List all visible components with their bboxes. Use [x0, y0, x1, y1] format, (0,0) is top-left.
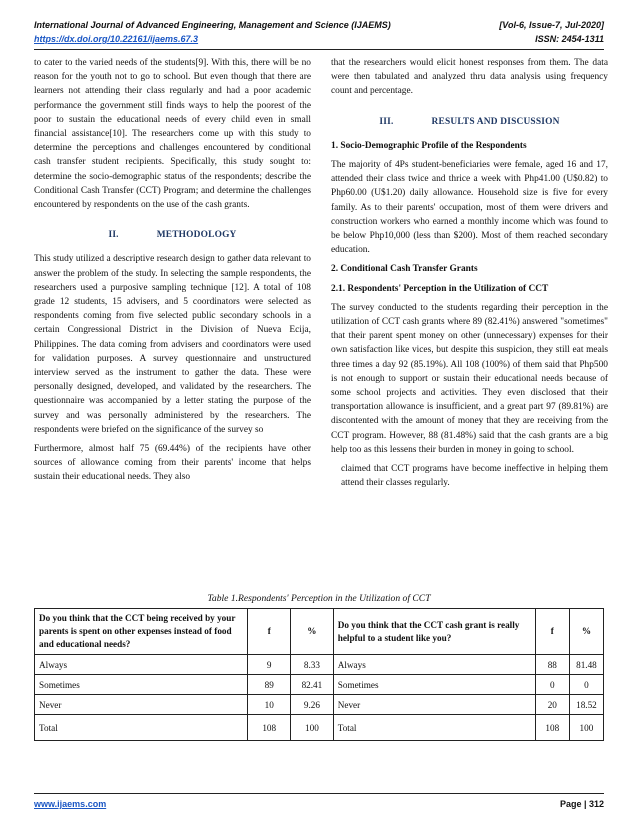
cell-label: Never [333, 695, 535, 715]
cell-label: Never [35, 695, 248, 715]
profile-paragraph: The majority of 4Ps student-beneficiaries were female, aged 16 and 17, attended their class twice and thrice a week with Php41.00 (U$0.82) to Php60.00 (U$1.20) daily allowance. Household size is five for every family. As to their parents' occupation, most of them were drivers and construction workers who earned a monthly income which was found to be below Php10,000 (less than $200). Most of them reached secondary education. [331, 160, 608, 256]
cell-frequency: 20 [535, 695, 569, 715]
allowance-paragraph: Furthermore, almost half 75 (69.44%) of the recipients have other sources of allowance coming from their parents' income that helps sustain their educational needs. They also [34, 444, 311, 483]
running-header [34, 18, 604, 46]
section-number: III. [379, 116, 394, 127]
subheading-perception: 2.1. Respondents' Perception in the Utilization of CCT [331, 283, 549, 294]
cell-label: Total [35, 715, 248, 741]
subheading-profile: 1. Socio-Demographic Profile of the Respondents [331, 140, 527, 151]
footer-divider [34, 793, 604, 794]
issn: ISSN: 2454-1311 [535, 34, 604, 44]
table-caption: Table 1.Respondents' Perception in the Utilization of CCT [207, 593, 431, 604]
cell-frequency: 10 [248, 695, 291, 715]
site-link[interactable]: www.ijaems.com [34, 799, 107, 809]
cell-percent: 8.33 [291, 655, 334, 675]
header-divider [34, 49, 604, 50]
cell-frequency: 0 [535, 675, 569, 695]
methodology-paragraph: This study utilized a descriptive research design to gather data relevant to answer the problem of the study. In selecting the sample respondents, the researchers used a purposive sampling technique [12]. A total of 108 grade 12 students, 15 advisers, and 5 coordinators were selected as respondents coming from five selected public secondary schools in a certain Congressional District in the Division of Nueva Ecija, Philippines. The data coming from advisers and coordinators were used for validation purposes. A survey questionnaire and unstructured interview served as the instrument to gather the data. These were personally designed, developed, and validated by the researchers. The questionnaire was accompanied by a letter stating the purpose of the survey and was personally administered by the researchers. The respondents were briefed on the significance of the survey so [34, 254, 311, 435]
cell-percent: 18.52 [569, 695, 603, 715]
perception-paragraph: The survey conducted to the students regarding their perception in the utilization of CCT cash grants where 89 (82.41%) answered "sometimes" that their parent spent money on other (unnecessary) expenses for their own satisfaction like vices, but despite this suspicion, they still eat meals three times a day 92 (85.19%). All 108 (100%) of them said that Php500 is not enough to support or sustain their educational needs because of some school projects and activities. They even disclosed that their transportation allowance is insufficient, and a great part 97 (89.81%) are discontented with the amount of money that they are receiving from the CCT program. However, 88 (81.48%) said that the cash grants are a big help too as this lessens their burden in money in going to school. [331, 302, 608, 455]
right-column [331, 56, 608, 495]
data-analysis-paragraph: that the researchers would elicit honest responses from them. The data were then tabulated and analyzed thru data analysis using frequency count and percentage. [331, 58, 608, 97]
question-2-header: Do you think that the CCT cash grant is really helpful to a student like you? [333, 609, 535, 655]
cell-percent: 9.26 [291, 695, 334, 715]
cell-percent: 100 [569, 715, 603, 741]
table-row [35, 655, 604, 675]
subheading-grants: 2. Conditional Cash Transfer Grants [331, 264, 478, 275]
section-title: METHODOLOGY [156, 230, 237, 241]
cell-frequency: 108 [248, 715, 291, 741]
cell-label: Always [35, 655, 248, 675]
journal-title: International Journal of Advanced Engineering, Management and Science (IJAEMS) [34, 20, 391, 30]
cell-percent: 82.41 [291, 675, 334, 695]
cell-frequency: 89 [248, 675, 291, 695]
cell-label: Sometimes [333, 675, 535, 695]
table-total-row [35, 715, 604, 741]
perception-table [34, 608, 604, 741]
question-1-header: Do you think that the CCT being received by your parents is spent on other expenses instead of food and educational needs? [35, 609, 248, 655]
page-number: Page | 312 [559, 799, 604, 809]
cell-label: Total [333, 715, 535, 741]
cell-frequency: 88 [535, 655, 569, 675]
cell-label: Always [333, 655, 535, 675]
cell-percent: 100 [291, 715, 334, 741]
cell-label: Sometimes [35, 675, 248, 695]
table-row [35, 695, 604, 715]
section-number: II. [108, 230, 119, 241]
frequency-header: f [535, 609, 569, 655]
section-heading-methodology [34, 228, 311, 242]
volume-info: [Vol-6, Issue-7, Jul-2020] [499, 20, 604, 30]
percent-header: % [569, 609, 603, 655]
ineffective-paragraph: claimed that CCT programs have become ineffective in helping them attend their classes regularly. [341, 464, 608, 489]
left-column [34, 56, 311, 490]
frequency-header: f [248, 609, 291, 655]
section-heading-results [331, 115, 608, 129]
cell-frequency: 108 [535, 715, 569, 741]
intro-paragraph: to cater to the varied needs of the students[9]. With this, there will be no reason for the youth not to go to school. But even though that there are learners not attending their class regularly and had a poor academic performance the government still finds ways to help the poorest of the poor to sustain the educational needs of every child even in small financial assistance[10]. The researchers come up with this study to determine the perceptions and challenges encountered by conditional cash transfer student recipients. Specifically, this study sought to: determine the socio-demographic status of the respondents; describe the Conditional Cash Transfer (CCT) Program; and determine the challenges encountered by respondents on the use of the cash grants. [34, 58, 311, 211]
cell-percent: 0 [569, 675, 603, 695]
section-title: RESULTS AND DISCUSSION [431, 116, 560, 127]
cell-frequency: 9 [248, 655, 291, 675]
page-footer [34, 799, 604, 809]
doi-link[interactable]: https://dx.doi.org/10.22161/ijaems.67.3 [34, 34, 199, 44]
cell-percent: 81.48 [569, 655, 603, 675]
table-header-row [35, 609, 604, 655]
percent-header: % [291, 609, 334, 655]
table-row [35, 675, 604, 695]
